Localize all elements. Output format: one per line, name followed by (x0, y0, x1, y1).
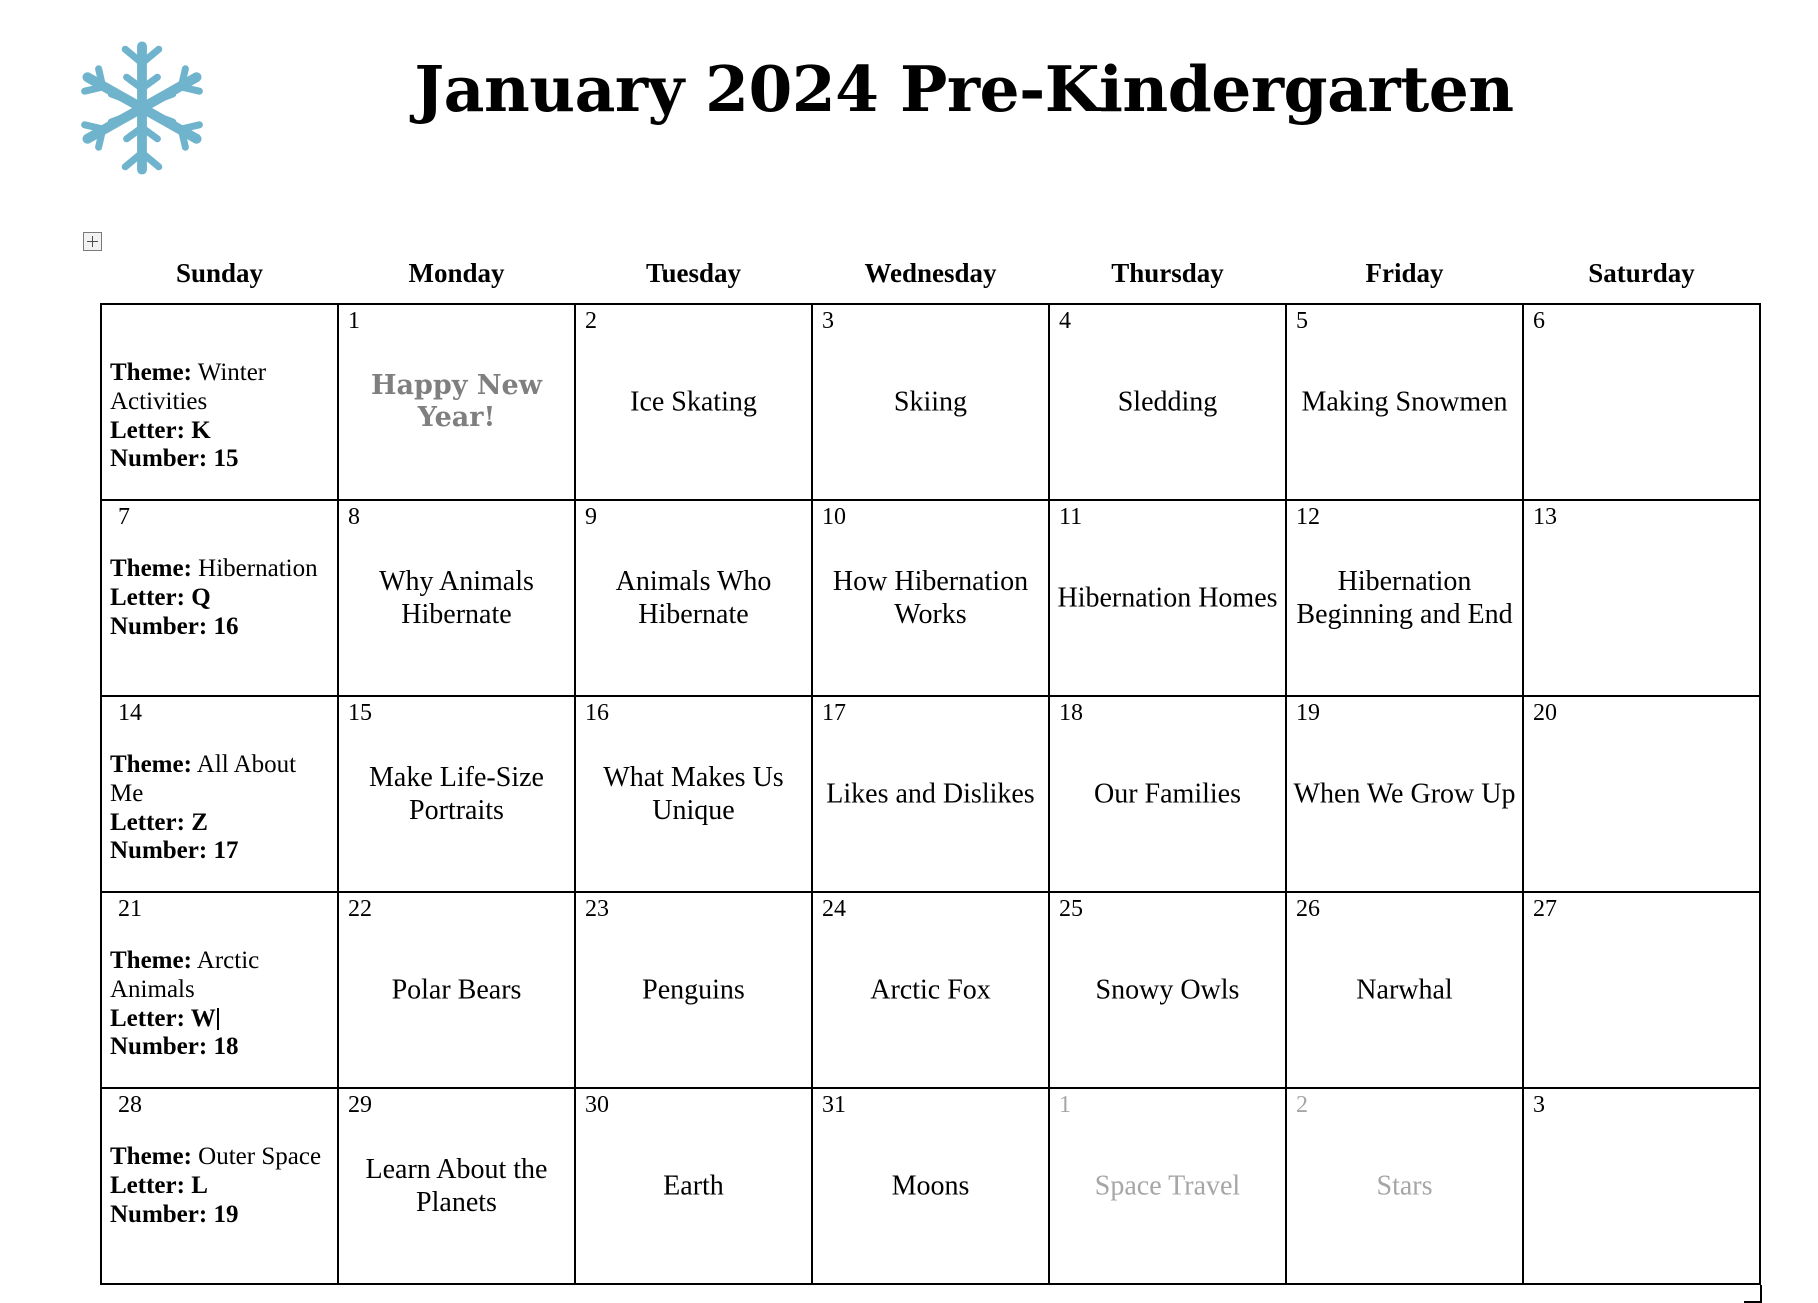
day-activity: Polar Bears (391, 974, 522, 1006)
letter-line (110, 809, 331, 838)
day-activity: Make Life-Size Portraits (369, 761, 544, 826)
calendar-day-cell[interactable] (338, 500, 575, 696)
document-header (0, 0, 1818, 180)
day-number: 26 (1296, 896, 1320, 922)
week-theme-block (110, 947, 331, 1062)
calendar-day-cell[interactable] (812, 696, 1049, 892)
day-number: 29 (348, 1092, 372, 1118)
week-theme-block (110, 751, 331, 866)
calendar-day-cell[interactable] (338, 304, 575, 500)
theme-label: Theme: (110, 1143, 192, 1170)
day-number: 20 (1533, 700, 1557, 726)
calendar-day-cell[interactable] (812, 892, 1049, 1088)
day-activity: Our Families (1094, 778, 1241, 810)
theme-label: Theme: (110, 751, 192, 778)
letter-label: Letter: (110, 1004, 185, 1032)
calendar-day-cell[interactable] (812, 1088, 1049, 1284)
day-number: 5 (1296, 308, 1308, 334)
day-header-wednesday: Wednesday (864, 258, 997, 288)
calendar-day-cell[interactable] (1286, 304, 1523, 500)
calendar-day-cell[interactable] (812, 304, 1049, 500)
day-number: 11 (1059, 504, 1083, 530)
day-number: 4 (1059, 308, 1071, 334)
number-line (110, 1201, 331, 1230)
day-number: 18 (1059, 700, 1083, 726)
day-number: 3 (1533, 1092, 1545, 1118)
calendar-day-cell[interactable] (1049, 1088, 1286, 1284)
day-activity: Snowy Owls (1095, 974, 1240, 1006)
day-activity: Likes and Dislikes (826, 778, 1035, 810)
calendar-day-cell[interactable] (1523, 1088, 1760, 1284)
number-label: Number: (110, 1033, 208, 1061)
day-number: 27 (1533, 896, 1557, 922)
calendar-day-cell[interactable] (101, 696, 338, 892)
day-activity: Stars (1376, 1170, 1433, 1202)
number-line (110, 613, 331, 642)
number-label: Number: (110, 445, 208, 473)
day-number: 14 (118, 700, 142, 726)
day-activity: When We Grow Up (1293, 778, 1516, 810)
theme-label: Theme: (110, 555, 192, 582)
calendar-week-row (101, 500, 1760, 696)
day-number: 16 (585, 700, 609, 726)
theme-line (110, 555, 331, 584)
day-header-friday: Friday (1365, 258, 1444, 288)
calendar-day-cell[interactable] (101, 304, 338, 500)
week-theme-block (110, 1143, 331, 1229)
day-number: 7 (118, 504, 130, 530)
letter-label: Letter: (110, 808, 185, 836)
letter-value: Z (184, 808, 208, 836)
calendar (100, 258, 1760, 1285)
calendar-day-cell[interactable] (1286, 500, 1523, 696)
day-number: 10 (822, 504, 846, 530)
day-number: 8 (348, 504, 360, 530)
day-header-sunday: Sunday (175, 258, 264, 288)
number-value: 15 (207, 445, 239, 473)
calendar-body (101, 304, 1760, 1284)
calendar-day-cell[interactable] (575, 696, 812, 892)
day-header-saturday: Saturday (1588, 258, 1695, 288)
calendar-table (100, 258, 1761, 1285)
theme-value: Arctic Animals (110, 947, 260, 1003)
page-title: January 2024 Pre-Kindergarten (414, 52, 1514, 126)
theme-label: Theme: (110, 947, 192, 974)
day-activity: Sledding (1117, 386, 1218, 418)
day-number: 25 (1059, 896, 1083, 922)
week-theme-block (110, 359, 331, 474)
calendar-day-cell[interactable] (1286, 892, 1523, 1088)
day-number: 19 (1296, 700, 1320, 726)
number-label: Number: (110, 612, 208, 640)
calendar-header-row (101, 258, 1760, 304)
week-theme-block (110, 555, 331, 641)
calendar-week-row (101, 696, 1760, 892)
theme-line (110, 751, 331, 809)
day-header-thursday: Thursday (1111, 258, 1224, 288)
day-activity: How Hibernation Works (832, 565, 1029, 630)
day-activity: Hibernation Homes (1057, 582, 1278, 614)
calendar-day-cell[interactable] (338, 1088, 575, 1284)
day-activity: Skiing (893, 386, 968, 418)
day-header-monday: Monday (408, 258, 505, 288)
calendar-day-cell[interactable] (1049, 892, 1286, 1088)
number-value: 16 (207, 612, 239, 640)
calendar-day-cell[interactable] (1286, 696, 1523, 892)
day-number: 9 (585, 504, 597, 530)
day-number: 1 (348, 308, 360, 334)
day-number: 31 (822, 1092, 846, 1118)
number-value: 17 (207, 837, 239, 865)
letter-value: W (184, 1004, 216, 1032)
calendar-day-cell[interactable] (575, 892, 812, 1088)
day-activity: Learn About the Planets (365, 1153, 548, 1218)
number-label: Number: (110, 837, 208, 865)
day-number: 13 (1533, 504, 1557, 530)
calendar-day-cell[interactable] (1523, 304, 1760, 500)
day-activity: Earth (663, 1170, 724, 1202)
day-number: 24 (822, 896, 846, 922)
theme-value: All About Me (110, 751, 297, 807)
theme-value: Hibernation (191, 555, 318, 582)
number-value: 18 (207, 1033, 239, 1061)
day-number: 1 (1059, 1092, 1071, 1118)
day-activity: Arctic Fox (870, 974, 991, 1006)
calendar-day-cell[interactable] (101, 1088, 338, 1284)
calendar-day-cell[interactable] (101, 500, 338, 696)
day-number: 21 (118, 896, 142, 922)
theme-line (110, 359, 331, 417)
letter-label: Letter: (110, 583, 185, 611)
calendar-day-cell[interactable] (1049, 696, 1286, 892)
day-activity: Happy New Year! (371, 370, 542, 433)
theme-label: Theme: (110, 359, 192, 386)
day-number: 6 (1533, 308, 1545, 334)
theme-value: Winter Activities (110, 359, 267, 415)
day-number: 2 (1296, 1092, 1308, 1118)
calendar-day-cell[interactable] (1523, 696, 1760, 892)
number-line (110, 837, 331, 866)
day-header-tuesday: Tuesday (645, 258, 742, 288)
letter-value: K (184, 416, 211, 444)
theme-line (110, 1143, 331, 1172)
calendar-day-cell[interactable] (575, 1088, 812, 1284)
letter-line (110, 417, 331, 446)
day-number: 15 (348, 700, 372, 726)
day-number: 17 (822, 700, 846, 726)
table-resize-handle-icon[interactable] (1744, 1285, 1762, 1303)
day-activity: Ice Skating (630, 386, 757, 418)
day-activity: Animals Who Hibernate (615, 565, 772, 630)
calendar-day-cell[interactable] (575, 500, 812, 696)
day-activity: Hibernation Beginning and End (1296, 565, 1513, 630)
number-line (110, 445, 331, 474)
day-activity: Narwhal (1356, 974, 1453, 1006)
text-cursor (217, 1008, 219, 1030)
calendar-day-cell[interactable] (1049, 304, 1286, 500)
letter-line (110, 1005, 331, 1034)
letter-value: Q (184, 583, 211, 611)
day-number: 12 (1296, 504, 1320, 530)
calendar-week-row (101, 892, 1760, 1088)
day-activity: Moons (891, 1170, 970, 1202)
day-activity: Why Animals Hibernate (379, 565, 534, 630)
letter-line (110, 584, 331, 613)
calendar-day-cell[interactable] (338, 696, 575, 892)
letter-label: Letter: (110, 1171, 185, 1199)
day-activity: What Makes Us Unique (603, 761, 784, 826)
number-line (110, 1033, 331, 1062)
theme-line (110, 947, 331, 1005)
day-activity: Penguins (642, 974, 745, 1006)
letter-value: L (184, 1171, 208, 1199)
day-activity: Making Snowmen (1301, 386, 1508, 418)
day-activity: Space Travel (1094, 1170, 1241, 1202)
theme-value: Outer Space (191, 1143, 322, 1170)
number-label: Number: (110, 1200, 208, 1228)
calendar-day-cell[interactable] (1523, 892, 1760, 1088)
number-value: 19 (207, 1200, 239, 1228)
day-number: 2 (585, 308, 597, 334)
day-number: 22 (348, 896, 372, 922)
calendar-day-cell[interactable] (1523, 500, 1760, 696)
letter-line (110, 1172, 331, 1201)
calendar-week-row (101, 1088, 1760, 1284)
table-move-handle-icon[interactable] (83, 232, 102, 251)
calendar-day-cell[interactable] (812, 500, 1049, 696)
calendar-day-cell[interactable] (1286, 1088, 1523, 1284)
day-number: 28 (118, 1092, 142, 1118)
day-number: 3 (822, 308, 834, 334)
calendar-day-cell[interactable] (1049, 500, 1286, 696)
calendar-day-cell[interactable] (338, 892, 575, 1088)
letter-label: Letter: (110, 416, 185, 444)
calendar-day-cell[interactable] (575, 304, 812, 500)
calendar-week-row (101, 304, 1760, 500)
day-number: 30 (585, 1092, 609, 1118)
day-number: 23 (585, 896, 609, 922)
calendar-day-cell[interactable] (101, 892, 338, 1088)
